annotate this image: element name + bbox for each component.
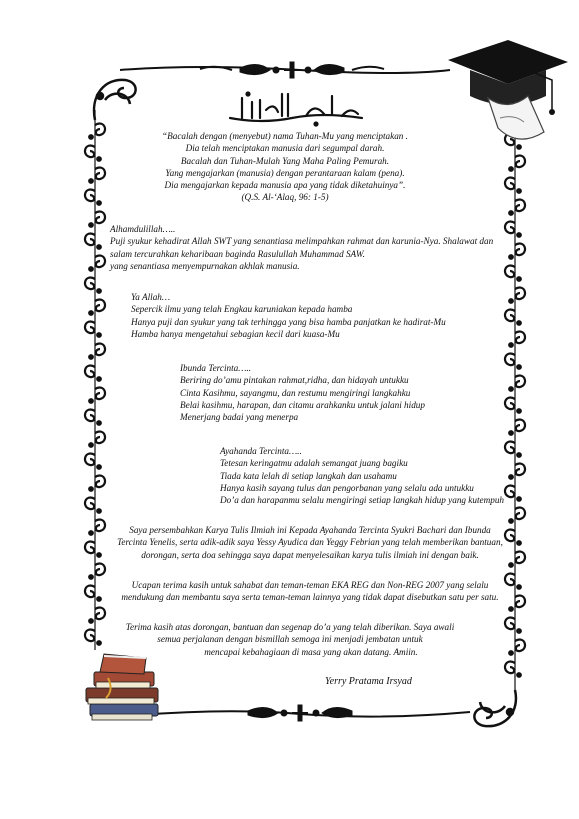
thanks-line: mendukung dan membantu saya serta teman-teman lainnya yang tidak dapat disebutkan satu per satu. bbox=[121, 592, 499, 603]
vine-scroll bbox=[515, 420, 525, 432]
vine-dot bbox=[97, 201, 101, 205]
vine-scroll bbox=[515, 640, 525, 652]
stanza-line: Ya Allah… bbox=[131, 292, 171, 302]
vine-dot bbox=[509, 607, 513, 611]
stanza-line: Ibunda Tercinta….. bbox=[180, 363, 252, 373]
vine-scroll bbox=[515, 552, 525, 564]
stanza-line: Cinta Kasihmu, sayangmu, dan restumu mengiringi langkahku bbox=[180, 387, 411, 398]
quran-line: Yang mengajarkan (manusia) dengan perantaraan kalam (pena). bbox=[165, 167, 405, 178]
vine-scroll bbox=[85, 630, 95, 642]
quran-citation: (Q.S. Al-‘Alaq, 96: 1-5) bbox=[241, 192, 329, 203]
vine-dot bbox=[517, 321, 521, 325]
vine-scroll bbox=[505, 222, 515, 234]
vine-scroll bbox=[505, 354, 515, 366]
vine-scroll bbox=[515, 200, 525, 212]
vine-scroll bbox=[505, 266, 515, 278]
vine-scroll bbox=[85, 498, 95, 510]
stanza-line: Hamba hanya mengetahui sebagian kecil dari kuasa-Mu bbox=[131, 328, 340, 339]
vine-dot bbox=[509, 343, 513, 347]
stanza-line: Belai kasihmu, harapan, dan citamu arahkanku untuk jalani hidup bbox=[180, 399, 425, 410]
vine-scroll bbox=[515, 596, 525, 608]
closing-line: Terima kasih atas dorongan, bantuan dan segenap do’a yang telah diberikan. Saya awali bbox=[125, 622, 455, 632]
opening-line: yang senantiasa menyempurnakan akhlak manusia. bbox=[110, 260, 300, 271]
signature-name: Yerry Pratama Irsyad bbox=[325, 676, 412, 687]
graduation-cap-icon bbox=[448, 40, 568, 139]
vine-dot bbox=[517, 189, 521, 193]
dedication-line: Saya persembahkan Karya Tulis Ilmiah ini Kepada Ayahanda Tercinta Syukri Bachari dan Ibunda bbox=[129, 525, 491, 535]
vine-dot bbox=[89, 619, 93, 623]
vine-dot bbox=[89, 179, 93, 183]
opening-line: Alhamdulillah….. bbox=[110, 224, 176, 234]
basmalah-calligraphy-icon bbox=[222, 88, 372, 128]
vine-dot bbox=[97, 157, 101, 161]
stanza-line: Menerjang badai yang menerpa bbox=[180, 412, 299, 423]
vine-scroll bbox=[85, 234, 95, 246]
vine-dot bbox=[97, 509, 101, 513]
stanza-line: Do’a dan harapanmu selalu mengiringi setiap langkah hidup yang kutempuh bbox=[220, 495, 505, 506]
vine-dot bbox=[97, 377, 101, 381]
ayahanda-stanza bbox=[220, 445, 504, 506]
right-vine-ornament bbox=[505, 120, 525, 690]
vine-dot bbox=[517, 233, 521, 237]
vine-scroll bbox=[95, 256, 105, 268]
vine-dot bbox=[97, 641, 101, 645]
vine-scroll bbox=[95, 168, 105, 180]
thanks-paragraph bbox=[104, 579, 516, 604]
opening-line: Puji syukur kehadirat Allah SWT yang senantiasa melimpahkan rahmat dan karunia-Nya. Shalawat dan bbox=[110, 236, 494, 247]
vine-dot bbox=[509, 475, 513, 479]
closing-paragraph bbox=[120, 621, 460, 658]
dedication-line: Tercinta Yenelis, serta adik-adik saya Yessy Ayudica dan Yeggy Febrian yang telah memberikan bantuan, bbox=[117, 537, 503, 548]
vine-dot bbox=[509, 167, 513, 171]
vine-scroll bbox=[95, 300, 105, 312]
vine-scroll bbox=[505, 310, 515, 322]
vine-dot bbox=[97, 289, 101, 293]
vine-scroll bbox=[505, 178, 515, 190]
vine-scroll bbox=[95, 388, 105, 400]
vine-dot bbox=[89, 443, 93, 447]
vine-dot bbox=[97, 333, 101, 337]
opening-paragraph bbox=[110, 223, 493, 272]
vine-dot bbox=[89, 311, 93, 315]
quran-line: Bacalah dan Tuhan-Mulah Yang Maha Paling Pemurah. bbox=[180, 155, 390, 166]
vine-scroll bbox=[85, 190, 95, 202]
top-center-ornament bbox=[200, 62, 384, 78]
vine-scroll bbox=[515, 332, 525, 344]
closing-line: semua perjalanan dengan bismillah semoga ini menjadi jembatan untuk bbox=[157, 634, 423, 645]
vine-scroll bbox=[505, 618, 515, 630]
quran-line: Dia mengajarkan kepada manusia apa yang tidak diketahuinya”. bbox=[164, 180, 406, 191]
vine-dot bbox=[509, 255, 513, 259]
vine-scroll bbox=[95, 564, 105, 576]
vine-scroll bbox=[505, 398, 515, 410]
vine-scroll bbox=[505, 486, 515, 498]
stanza-line: Tetesan keringatmu adalah semangat juang bagiku bbox=[220, 458, 408, 469]
vine-scroll bbox=[515, 288, 525, 300]
vine-scroll bbox=[95, 124, 105, 136]
vine-dot bbox=[89, 487, 93, 491]
vine-scroll bbox=[515, 464, 525, 476]
vine-dot bbox=[97, 465, 101, 469]
vine-dot bbox=[517, 541, 521, 545]
vine-dot bbox=[509, 563, 513, 567]
dedication-paragraph bbox=[104, 524, 516, 561]
vine-dot bbox=[517, 629, 521, 633]
top-left-corner-ornament bbox=[94, 80, 136, 120]
vine-dot bbox=[509, 651, 513, 655]
vine-dot bbox=[89, 575, 93, 579]
opening-line: salam tercurahkan keharibaan baginda Rasulullah Muhammad SAW. bbox=[110, 248, 365, 259]
vine-dot bbox=[89, 223, 93, 227]
bottom-right-corner-ornament bbox=[474, 690, 516, 726]
stanza-line: Ayahanda Tercinta….. bbox=[220, 446, 302, 456]
vine-dot bbox=[517, 409, 521, 413]
vine-scroll bbox=[505, 442, 515, 454]
left-vine-ornament bbox=[85, 110, 105, 650]
ya-allah-stanza bbox=[131, 291, 446, 340]
vine-scroll bbox=[95, 608, 105, 620]
vine-dot bbox=[89, 355, 93, 359]
stanza-line: Hanya kasih sayang tulus dan pengorbanan yang selalu ada untukku bbox=[220, 482, 474, 493]
vine-scroll bbox=[515, 156, 525, 168]
stack-of-books-icon bbox=[86, 654, 158, 720]
vine-dot bbox=[509, 519, 513, 523]
dedication-line: dorongan, serta doa sehingga saya dapat menyelesaikan karya tulis ilmiah ini dengan baik. bbox=[141, 549, 479, 560]
vine-scroll bbox=[95, 344, 105, 356]
quran-line: “Bacalah dengan (menyebut) nama Tuhan-Mu yang menciptakan . bbox=[162, 131, 408, 141]
vine-dot bbox=[89, 531, 93, 535]
thanks-line: Ucapan terima kasih untuk sahabat dan teman-teman EKA REG dan Non-REG 2007 yang selalu bbox=[131, 580, 489, 590]
quran-line: Dia telah menciptakan manusia dari segumpal darah. bbox=[185, 143, 385, 154]
vine-dot bbox=[509, 387, 513, 391]
vine-scroll bbox=[85, 542, 95, 554]
vine-scroll bbox=[85, 278, 95, 290]
vine-dot bbox=[97, 421, 101, 425]
ibunda-stanza bbox=[180, 362, 425, 423]
bottom-center-ornament bbox=[248, 705, 352, 721]
vine-scroll bbox=[95, 212, 105, 224]
vine-scroll bbox=[85, 454, 95, 466]
vine-scroll bbox=[85, 586, 95, 598]
vine-dot bbox=[517, 673, 521, 677]
vine-dot bbox=[517, 277, 521, 281]
vine-scroll bbox=[95, 432, 105, 444]
vine-dot bbox=[517, 365, 521, 369]
vine-dot bbox=[509, 431, 513, 435]
stanza-line: Beriring do’amu pintakan rahmat,ridha, dan hidayah untukku bbox=[180, 375, 409, 386]
vine-dot bbox=[517, 585, 521, 589]
stanza-line: Tiada kata lelah di setiap langkah dan usahamu bbox=[220, 470, 397, 481]
vine-scroll bbox=[95, 476, 105, 488]
vine-dot bbox=[509, 299, 513, 303]
vine-dot bbox=[517, 145, 521, 149]
vine-scroll bbox=[85, 410, 95, 422]
vine-scroll bbox=[85, 366, 95, 378]
stanza-line: Sepercik ilmu yang telah Engkau karuniakan kepada hamba bbox=[131, 304, 353, 315]
quran-verse bbox=[160, 130, 410, 204]
vine-scroll bbox=[515, 508, 525, 520]
vine-dot bbox=[89, 135, 93, 139]
vine-scroll bbox=[505, 662, 515, 674]
closing-line: mencapai kebahagiaan di masa yang akan datang. Amiin. bbox=[204, 646, 418, 657]
vine-dot bbox=[97, 245, 101, 249]
stanza-line: Hanya puji dan syukur yang tak terhingga yang bisa hamba panjatkan ke hadirat-Mu bbox=[131, 316, 446, 327]
vine-dot bbox=[517, 497, 521, 501]
vine-dot bbox=[89, 267, 93, 271]
vine-scroll bbox=[515, 376, 525, 388]
vine-dot bbox=[97, 597, 101, 601]
vine-dot bbox=[97, 553, 101, 557]
vine-dot bbox=[517, 453, 521, 457]
vine-scroll bbox=[85, 146, 95, 158]
vine-scroll bbox=[515, 244, 525, 256]
vine-dot bbox=[509, 211, 513, 215]
vine-dot bbox=[89, 399, 93, 403]
vine-scroll bbox=[85, 322, 95, 334]
